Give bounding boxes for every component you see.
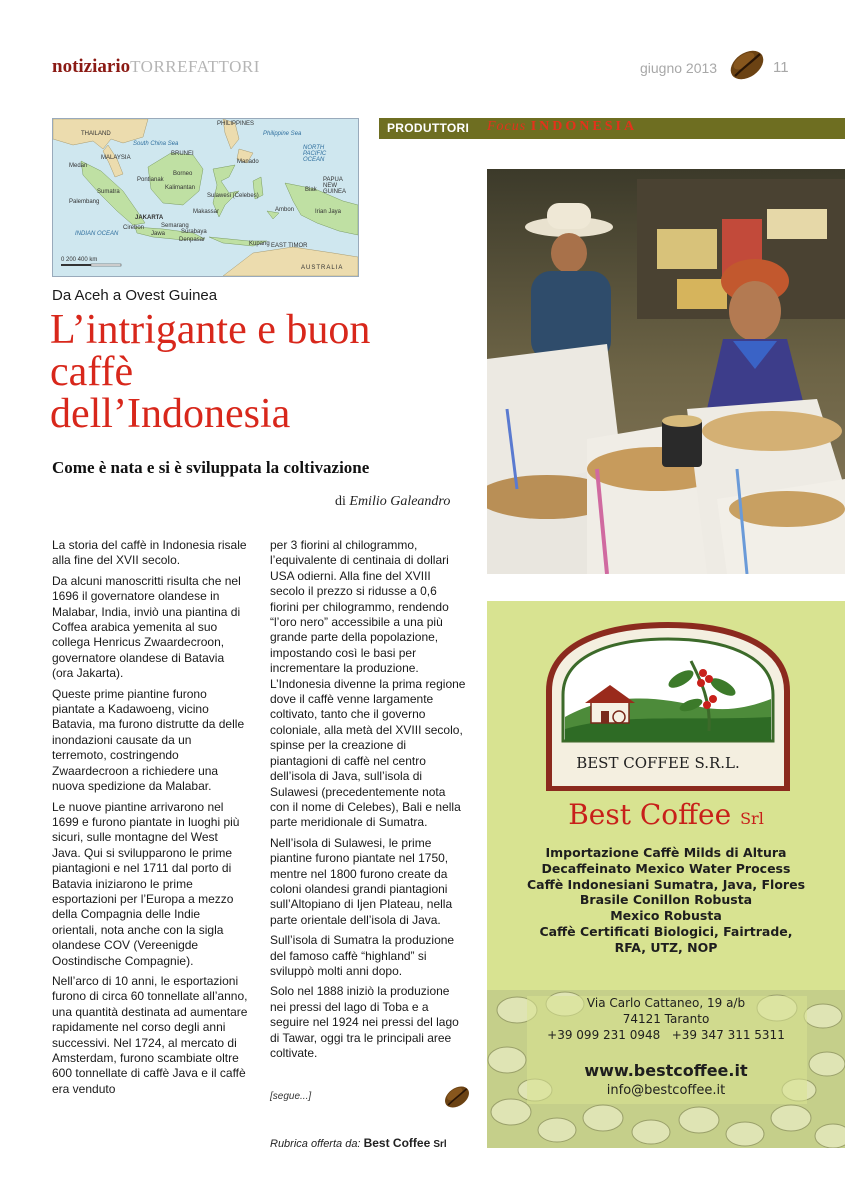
- section-focus: [487, 119, 637, 135]
- focus-country: INDONESIA: [530, 119, 638, 134]
- map-label: PAPUA NEW GUINEA: [323, 177, 347, 195]
- map-label: Jawa: [151, 231, 166, 237]
- map-label: Borneo: [173, 171, 193, 177]
- advert-title-suffix: Srl: [740, 809, 764, 828]
- paragraph: Nell’arco di 10 anni, le esportazioni furono di circa 60 tonnellate all’anno, una quantità destinata ad aumentare rapidamente nel corso degli anni successivi. Nel 1724, al mercato di Amsterdam, furono scambiate oltre 600 tonnellate di caffè Java e il caffè era venduto: [52, 973, 248, 1096]
- map-label: AUSTRALIA: [301, 265, 344, 271]
- map-scale: 0 200 400 km: [61, 257, 98, 263]
- map-label: Sumatra: [97, 189, 120, 195]
- advert-line: Mexico Robusta: [610, 908, 722, 924]
- brand-main: notiziario: [52, 56, 131, 77]
- advert-line: Importazione Caffè Milds di Altura: [545, 845, 787, 860]
- article-column-2: [270, 538, 466, 1066]
- advert-line: Caffè Certificati Biologici, Fairtrade,: [539, 923, 793, 939]
- advert-address: [487, 995, 845, 1043]
- advert-title-main: Best Coffee: [568, 798, 732, 831]
- paragraph: Sull’isola di Sumatra la produzione del famoso caffè “highland” si sviluppò molti anni dopo.: [270, 933, 455, 978]
- address-city: 74121 Taranto: [622, 1012, 710, 1026]
- market-photo: [487, 169, 845, 574]
- focus-word: Focus: [487, 119, 527, 134]
- map-label: Kalimantan: [165, 185, 196, 191]
- map-label: BRUNEI: [171, 151, 194, 157]
- map-sea-label: INDIAN OCEAN: [75, 231, 119, 237]
- continued-marker: [segue...]: [270, 1091, 312, 1102]
- credit-prefix: Rubrica offerta da:: [270, 1138, 361, 1150]
- paragraph: per 3 fiorini al chilogrammo, l’equivalente di centinaia di dollari USA odierni. Alla fine del XVIII secolo il prezzo si ridusse a 0,6 fiorini per chilogrammo, rendendo “l’oro nero” accessibile a una più grande parte della popolazione, impostando così le basi per incrementare la produzione. L’Indonesia divenne la prima regione dove il caffè venne largamente coltivato, tanto che il governo coloniale, alla metà del XVIII secolo, spinse per la creazione di piantagioni di caffè nel centro dell’isola di Java, sull’isola di Sulawesi (precedentemente nota con il nome di Celebes), Bali e nella parte meridionale di Sumatra.: [270, 538, 466, 830]
- advert-website: www.bestcoffee.it: [584, 1061, 748, 1080]
- sponsor-credit: [270, 1136, 447, 1150]
- publication-title: [52, 56, 260, 78]
- map-label: Surabaya: [181, 229, 207, 235]
- paragraph: Le nuove piantine arrivarono nel 1699 e furono piantate in luoghi più sicuri, sulle montagne del West Java. Qui si svilupparono le prime piantagioni e nel 1711 dal porto di Batavia iniziarono le prime esportazioni per l’Europa a mezzo della Compagnia delle Indie orientali, nota anche con la sigla olandese COV (Vereenigde Oostindische Compagnie).: [52, 799, 240, 968]
- article-kicker: Da Aceh a Ovest Guinea: [52, 287, 218, 304]
- map-label: PHILIPPINES: [217, 121, 255, 127]
- byline-author: Emilio Galeandro: [349, 494, 451, 509]
- advert-line: Caffè Indonesiani Sumatra, Java, Flores: [526, 876, 806, 892]
- article-column-1: [52, 538, 248, 1102]
- map-sea-label: South China Sea: [133, 141, 179, 147]
- map-label: Medan: [69, 163, 88, 169]
- advert-email: info@bestcoffee.it: [606, 1083, 726, 1098]
- coffee-bean-icon: [727, 46, 767, 84]
- indonesia-map: [52, 118, 359, 277]
- article-byline: [335, 494, 450, 510]
- section-label: PRODUTTORI: [387, 121, 470, 135]
- issue-date: giugno 2013: [640, 60, 718, 76]
- article-subhead: Come è nata e si è sviluppata la coltivazione: [52, 458, 370, 477]
- map-label: MALAYSIA: [101, 155, 131, 161]
- map-label: Semarang: [161, 223, 189, 229]
- map-label: Denpasar: [179, 237, 206, 243]
- map-sea-label: Philippine Sea: [263, 131, 302, 137]
- map-label: EAST TIMOR: [271, 243, 308, 249]
- advert-line: Decaffeinato Mexico Water Process: [541, 860, 791, 876]
- paragraph: Solo nel 1888 iniziò la produzione nei pressi del lago di Toba e a seguire nel 1924 nei pressi del lago di Tawar, oggi tra le principali aree coltivate.: [270, 984, 459, 1060]
- logo-text: BEST COFFEE S.R.L.: [576, 754, 740, 772]
- address-phones: +39 099 231 0948 +39 347 311 5311: [547, 1028, 785, 1042]
- map-label: Sulawesi (Celebes): [207, 193, 259, 199]
- map-label: Cirebon: [123, 225, 145, 231]
- map-label: Irian Jaya: [315, 209, 342, 215]
- map-label: Ambon: [275, 207, 295, 213]
- brand-sub: TORREFATTORI: [130, 57, 260, 76]
- map-label: Manado: [237, 159, 259, 165]
- map-label: THAILAND: [81, 131, 111, 137]
- advert-line: RFA, UTZ, NOP: [614, 939, 718, 955]
- page-number: 11: [773, 59, 789, 76]
- map-label: Makassar: [193, 209, 220, 215]
- byline-prefix: di: [335, 494, 346, 509]
- coffee-bean-icon: [442, 1083, 472, 1111]
- map-label: Pontianak: [137, 177, 164, 183]
- advert-product-list: [487, 845, 845, 956]
- advert-title: [487, 798, 845, 831]
- paragraph: Queste prime piantine furono piantate a Kadawoeng, vicino Batavia, ma furono distrutte da delle inondazioni causate da un terremoto, costringendo Zwaardecroon a richiedere una nuova spedizione da Malabar.: [52, 686, 245, 794]
- map-label: Kupang: [249, 241, 270, 247]
- paragraph: Da alcuni manoscritti risulta che nel 1696 il governatore olandese in Malabar, India, inviò una piantina di Coffea arabica yemenita al suo collega Henricus Zwaardecroon, governatore olandese di Batavia (ora Jakarta).: [52, 573, 241, 681]
- article-headline: L’intrigante e buon caffè dell’Indonesia: [50, 307, 371, 437]
- credit-suffix: Srl: [433, 1139, 447, 1150]
- address-street: Via Carlo Cattaneo, 19 a/b: [586, 996, 746, 1010]
- paragraph: Nell’isola di Sulawesi, le prime piantine furono piantate nel 1750, mentre nel 1800 furono create da coloni olandesi grandi piantagioni sull’Altopiano di Ijen Plateau, nella parte orientale dell’isola di Java.: [270, 835, 453, 927]
- map-label: Biak: [305, 187, 317, 193]
- map-sea-label: NORTH PACIFIC OCEAN: [303, 145, 327, 163]
- map-label: Palembang: [69, 199, 100, 205]
- advert-line: Brasile Conillon Robusta: [579, 892, 753, 908]
- credit-sponsor: Best Coffee: [363, 1136, 431, 1150]
- paragraph: La storia del caffè in Indonesia risale alla fine del XVII secolo.: [52, 538, 247, 568]
- map-label: JAKARTA: [135, 215, 164, 221]
